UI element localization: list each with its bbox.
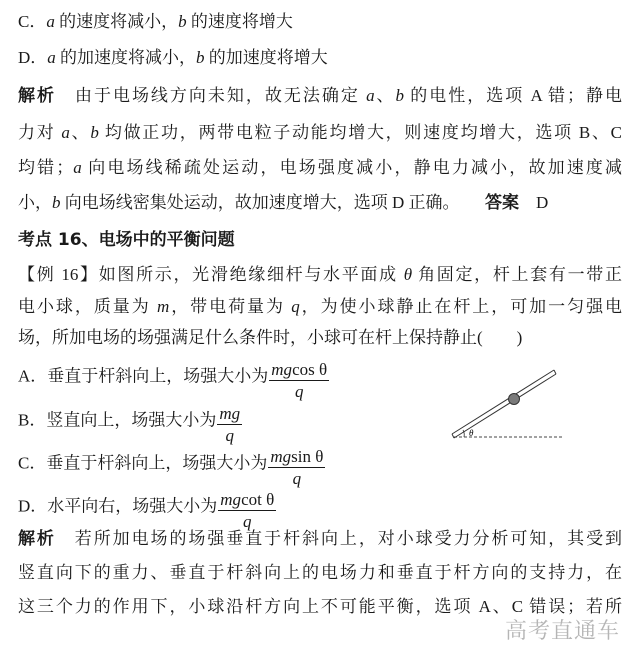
option-D xyxy=(18,486,622,529)
analysis-line xyxy=(18,562,622,584)
text-segment: 【例 16】如图所示，光滑绝缘细杆与水平面成 xyxy=(18,265,404,284)
text-segment: 的速度将增大 xyxy=(186,12,293,31)
fraction-numerator xyxy=(217,404,242,425)
text-line xyxy=(18,85,622,107)
fraction-denominator: q xyxy=(294,382,304,401)
text-segment: D xyxy=(519,193,549,212)
text-segment: ，带电荷量为 xyxy=(169,297,292,316)
text-segment: 、 xyxy=(69,123,91,142)
trig-function: sin θ xyxy=(291,447,324,466)
math-variable: a xyxy=(47,48,56,67)
bold-label: 答案 xyxy=(485,193,520,213)
trig-function: cos θ xyxy=(292,360,328,379)
option-C xyxy=(18,443,622,486)
text-segment: C． xyxy=(18,12,47,31)
text-segment: 均错； xyxy=(18,158,74,177)
text-line xyxy=(18,122,622,144)
fraction-numerator xyxy=(268,447,325,468)
text-segment: 由于电场线方向未知，故无法确定 xyxy=(55,86,367,105)
fraction-numerator xyxy=(218,490,276,511)
text-line xyxy=(18,327,622,349)
rod xyxy=(452,370,556,438)
text-segment: 角固定，杆上套有一带正 xyxy=(412,265,622,284)
text-segment: 场，所加电场的场强满足什么条件时，小球可在杆上保持静止( ) xyxy=(18,328,523,347)
text-segment: D． xyxy=(18,48,48,67)
option-label: C．垂直于杆斜向上，场强大小为 xyxy=(18,453,268,473)
text-line xyxy=(18,11,622,33)
text-segment: 的速度将减小， xyxy=(54,12,179,31)
math-variable: m xyxy=(156,297,170,316)
text-line xyxy=(18,157,622,179)
text-segment: 竖直向下的重力、垂直于杆斜向上的电场力和垂直于杆方向的支持力，在 xyxy=(18,563,622,582)
option-label: B．竖直向上，场强大小为 xyxy=(18,410,217,430)
math-variable: θ xyxy=(403,265,413,284)
math-variable: b xyxy=(178,12,187,31)
text-segment: 电小球，质量为 xyxy=(18,297,157,316)
math-variable: mg xyxy=(220,490,242,509)
text-segment: 若所加电场的场强垂直于杆斜向上，对小球受力分析可知，其受到 xyxy=(55,529,622,548)
fraction xyxy=(218,490,276,533)
math-variable: mg xyxy=(270,447,292,466)
text-line xyxy=(18,264,622,286)
fraction-denominator: q xyxy=(225,426,234,445)
text-segment: ，为使小球静止在杆上，可加一匀强电 xyxy=(299,297,622,316)
text-segment: 的加速度将增大 xyxy=(204,48,328,67)
text-segment: 均做正功，两带电粒子动能均增大，则速度均增大，选项 B、C xyxy=(98,123,622,142)
analysis-line xyxy=(18,528,622,550)
math-variable: b xyxy=(395,86,405,105)
text-segment: 力对 xyxy=(18,123,62,142)
text-line xyxy=(18,296,622,318)
math-variable: a xyxy=(366,86,375,105)
option-label: A．垂直于杆斜向上，场强大小为 xyxy=(18,366,269,386)
watermark: 高考直通车 xyxy=(505,619,621,644)
text-segment: 向电场线稀疏处运动，电场强度减小，静电力减小，故加速度减 xyxy=(81,158,622,177)
fraction-denominator: q xyxy=(243,512,252,531)
bold-label: 解析 xyxy=(18,529,56,549)
text-segment: 的加速度将减小， xyxy=(55,48,197,67)
analysis-line xyxy=(18,596,622,618)
incline-rod-figure xyxy=(440,360,570,445)
text-line xyxy=(18,47,622,69)
trig-function: cot θ xyxy=(241,490,275,509)
math-variable: mg xyxy=(271,360,293,379)
text-segment: 小， xyxy=(18,193,52,212)
text-segment: 这三个力的作用下，小球沿杆方向上不可能平衡，选项 A、C 错误；若所 xyxy=(18,597,622,616)
fraction-denominator: q xyxy=(292,469,302,488)
text-segment: 向电场线密集处运动，故加速度增大，选项 D 正确。 xyxy=(60,193,486,212)
math-variable: b xyxy=(90,123,99,142)
math-variable: a xyxy=(46,12,55,31)
math-variable: q xyxy=(291,297,300,316)
math-variable: a xyxy=(61,123,70,142)
charged-ball xyxy=(509,394,520,405)
fraction-numerator xyxy=(269,360,329,381)
angle-label: θ xyxy=(469,428,474,438)
math-variable: a xyxy=(73,158,82,177)
math-variable: mg xyxy=(219,404,241,423)
text-line xyxy=(18,229,622,251)
fraction xyxy=(268,447,325,490)
bold-label: 解析 xyxy=(18,86,56,106)
angle-arc xyxy=(463,430,464,437)
text-segment: 、 xyxy=(374,86,396,105)
text-line xyxy=(18,192,622,214)
option-label: D．水平向右，场强大小为 xyxy=(18,496,218,516)
math-variable: b xyxy=(196,48,205,67)
math-variable: b xyxy=(52,193,61,212)
fraction xyxy=(269,360,329,403)
fraction xyxy=(217,404,242,447)
bold-label: 考点 16、电场中的平衡问题 xyxy=(18,230,235,250)
text-segment: 的电性，选项 A 错；静电 xyxy=(404,86,622,105)
